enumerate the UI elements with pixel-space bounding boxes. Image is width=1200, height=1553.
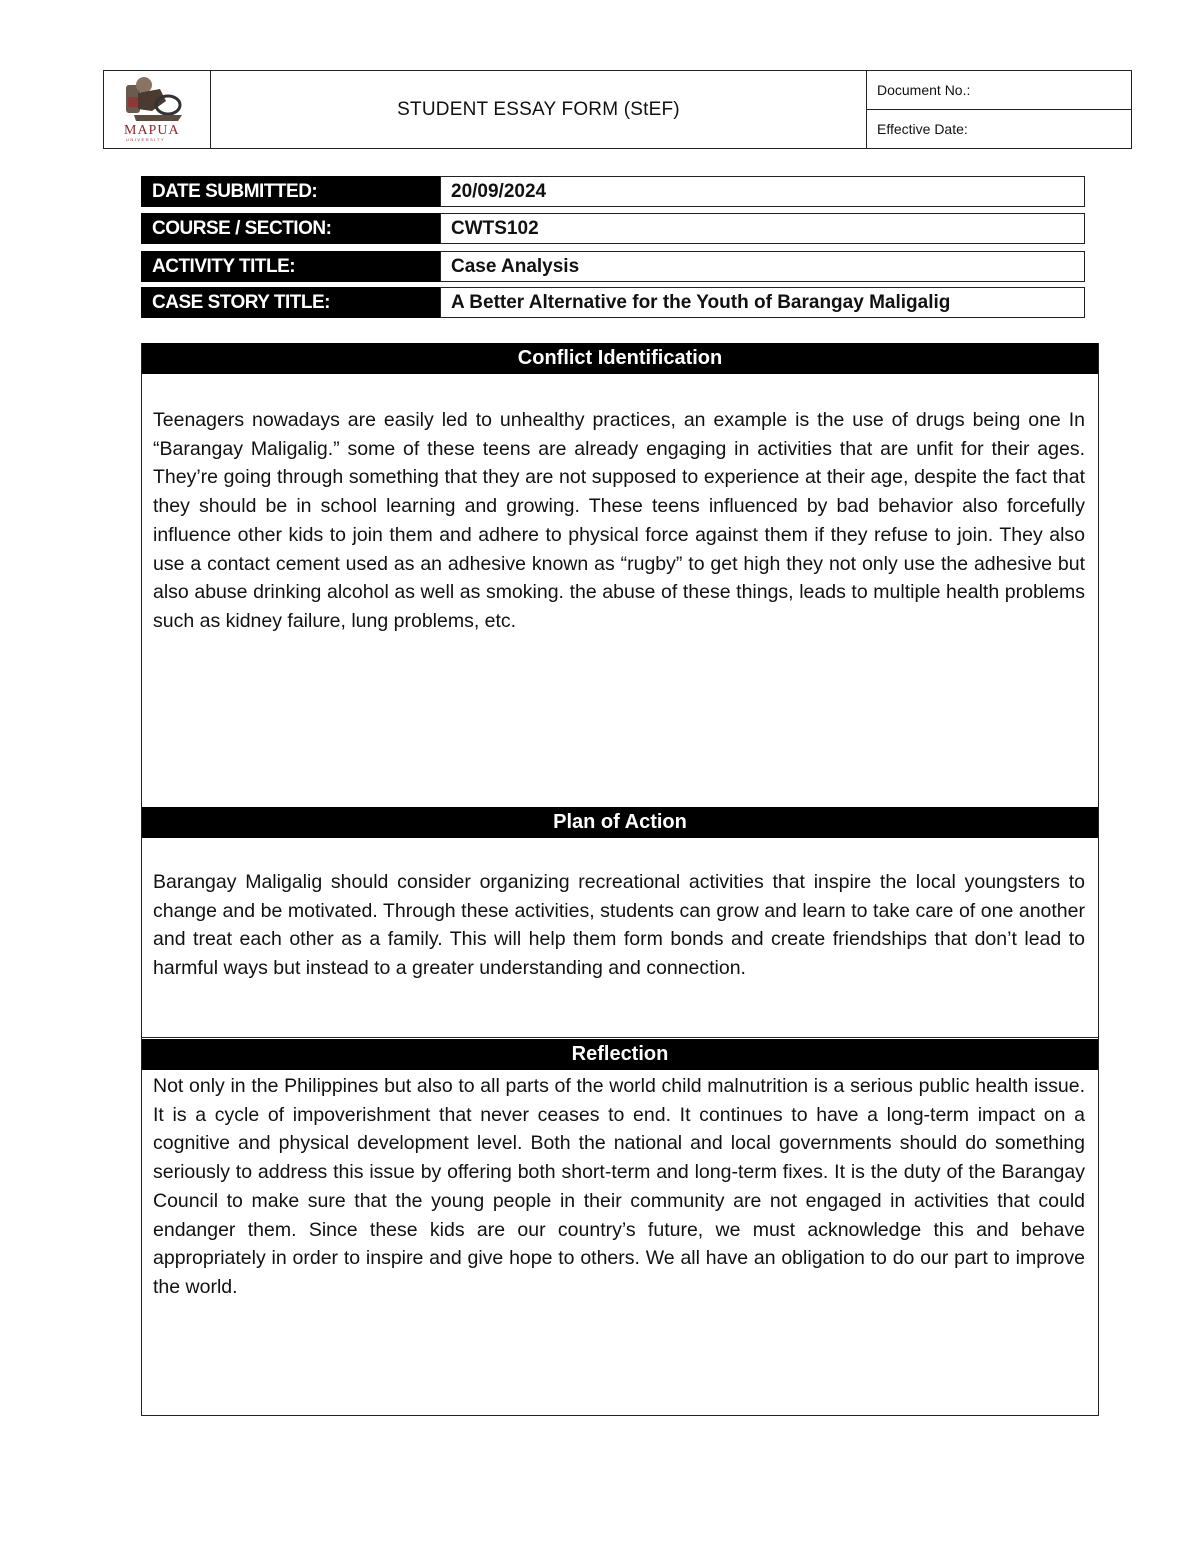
section-body-reflection: Not only in the Philippines but also to all parts of the world child malnutrition is a serious public health issue. It is a cycle of impoverishment that never ceases to end. It continues to have a long-term impact on a cognitive and physical development level. Both the national and local governments should do something seriously to address this issue by offering both short-term and long-term fixes. It is the duty of the Barangay Council to make sure that the young people in their community are not engaged in activities that could endanger them. Since these kids are our country’s future, we must acknowledge this and behave appropriately in order to inspire and give hope to others. We all have an obligation to do our part to improve the world. [153,1075,1085,1298]
section-body-conflict: Teenagers nowadays are easily led to unhealthy practices, an example is the use of drugs being one In “Barangay Maligalig.” some of these teens are already engaging in activities that are unfit for their ages. They’re going through something that they are not supposed to experience at their age, despite the fact that they should be in school learning and growing. These teens influenced by bad behavior also forcefully influence other kids to join them and adhere to physical force against them if they refuse to join. They also use a contact cement used as an adhesive known as “rugby” to get high they not only use the adhesive but also abuse drinking alcohol as well as smoking. the abuse of these things, leads to multiple health problems such as kidney failure, lung problems, etc. [153,409,1085,632]
date-submitted-label: DATE SUBMITTED: [141,176,440,207]
info-row-case-story [141,287,1085,318]
case-story-title-value: A Better Alternative for the Youth of Barangay Maligalig [440,287,1085,318]
section-divider [142,1037,1098,1038]
logo-subtitle: UNIVERSITY [126,137,166,142]
info-row-activity [141,251,1085,282]
activity-title-value: Case Analysis [440,251,1085,282]
logo-name: MAPUA [124,123,180,138]
university-logo [104,71,211,148]
activity-title-label: ACTIVITY TITLE: [141,251,440,282]
effective-date-label: Effective Date: [877,121,968,137]
document-no-label: Document No.: [867,71,1131,110]
info-row-date [141,176,1085,207]
section-heading-conflict: Conflict Identification [142,343,1098,374]
form-title: STUDENT ESSAY FORM (StEF) [211,71,867,148]
case-story-title-label: CASE STORY TITLE: [141,287,440,318]
date-submitted-value: 20/09/2024 [440,176,1085,207]
info-row-course [141,213,1085,244]
section-heading-plan: Plan of Action [142,807,1098,838]
course-section-label: COURSE / SECTION: [141,213,440,244]
section-heading-reflection: Reflection [142,1039,1098,1070]
form-header [103,70,1132,149]
course-section-value: CWTS102 [440,213,1085,244]
document-meta [867,71,1131,148]
essay-sections [141,343,1099,1416]
section-body-plan: Barangay Maligalig should consider organizing recreational activities that inspire the local youngsters to change and be motivated. Through these activities, students can grow and learn to take care of one another and treat each other as a family. This will help them form bonds and create friendships that don’t lead to harmful ways but instead to a greater understanding and connection. [153,871,1085,980]
